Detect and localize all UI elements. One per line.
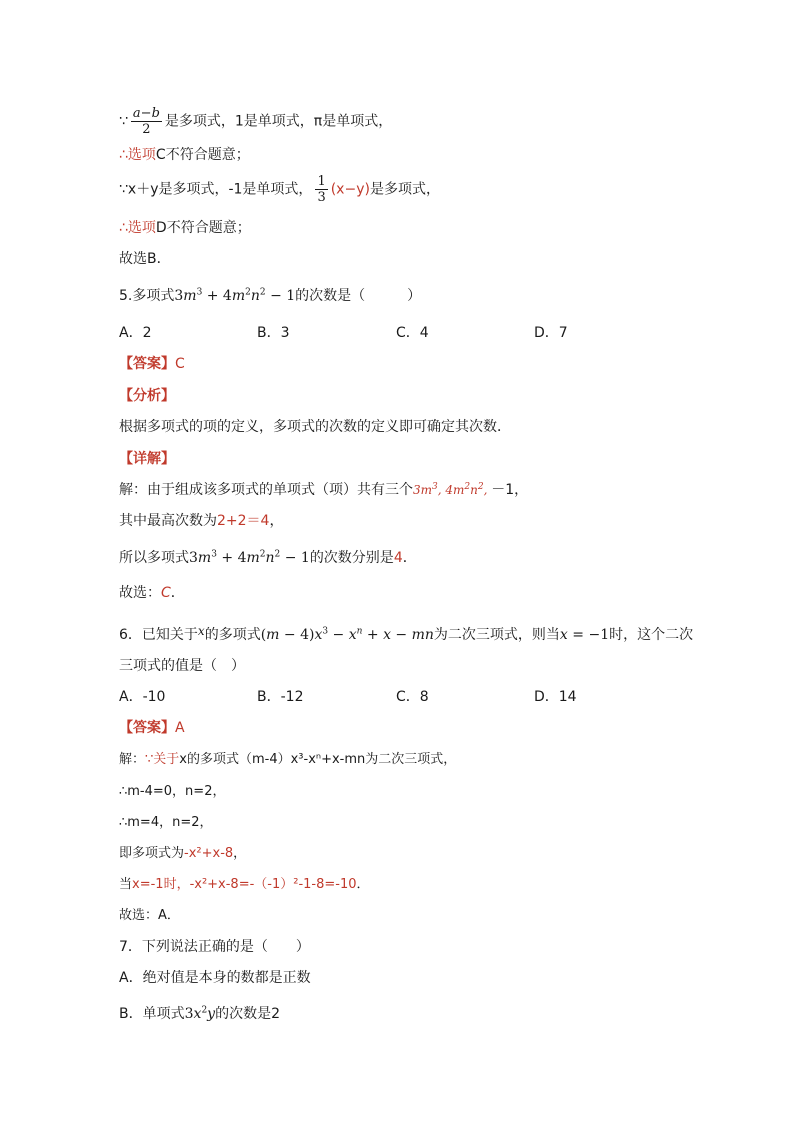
detail-1-text-b: －1， — [491, 482, 529, 498]
q5-analysis — [119, 417, 511, 437]
q6-option-b: B．-12 — [257, 689, 304, 705]
therefore-option: ∴选项 — [119, 220, 156, 236]
q6-sol-5 — [119, 875, 370, 895]
q7-option-b-text-a: B．单项式 — [119, 1006, 185, 1022]
choose-text-a: 故选： — [119, 585, 161, 601]
q7-option-a — [119, 968, 311, 988]
fraction-denominator: 3 — [317, 190, 326, 205]
detail-3-text-a: 所以多项式 — [119, 550, 189, 566]
q7-option-a-text: A．绝对值是本身的数都是正数 — [119, 970, 311, 986]
q6-option-a: A．-10 — [119, 689, 166, 705]
answer-value: A — [175, 720, 185, 736]
therefore-option: ∴选项 — [119, 147, 156, 163]
fraction-a-minus-b-over-2 — [131, 106, 162, 137]
fraction-denominator: 2 — [142, 122, 151, 137]
q6-option-d: D．14 — [534, 689, 577, 705]
q6-stem-d: 时，这个二次 — [609, 627, 694, 643]
detail-2-text-c: ， — [269, 513, 284, 529]
q6-sol-4 — [119, 844, 246, 864]
q6-choose — [119, 906, 180, 926]
line-3-text-a: ∵x＋y是多项式，-1是单项式， — [119, 181, 313, 198]
detail-3-text-b: 的次数分别是 — [309, 550, 394, 566]
detail-2-text-a: 其中最高次数为 — [119, 513, 217, 529]
q6-x-value: x = −1 — [559, 627, 610, 643]
fraction-numerator: a−b — [132, 106, 160, 121]
line-1-text: 是多项式，1是单项式，π是单项式， — [164, 113, 393, 130]
detail-1-text-a: 解：由于组成该多项式的单项式（项）共有三个 — [119, 482, 413, 498]
line-2-text: C不符合题意； — [155, 147, 250, 163]
line-3-text-c: 是多项式， — [369, 181, 440, 198]
q5-analysis-label — [119, 386, 175, 406]
answer-label: 【答案】 — [119, 720, 175, 736]
sol-4-expression: -x²+x-8 — [184, 846, 234, 861]
q5-option-a: A．2 — [119, 325, 152, 341]
q6-sol-1 — [119, 750, 456, 770]
q6-option-c: C．8 — [396, 689, 429, 705]
q5-detail-1 — [119, 480, 528, 500]
line-3 — [119, 174, 440, 205]
sol-1-text-a: 解： — [119, 752, 146, 767]
analysis-label: 【分析】 — [119, 388, 175, 404]
q5-answer — [119, 354, 185, 374]
sol-5-text-a: 当 — [119, 877, 133, 892]
q5-detail-label — [119, 449, 175, 469]
q6-sol-2 — [119, 782, 225, 802]
line-5-text: 故选B． — [119, 251, 171, 267]
line-4-text: D不符合题意； — [155, 220, 251, 236]
detail-3-polynomial: $3m^3 + 4m^2n^2 - 1$ — [189, 549, 310, 566]
sol-1-text-b: ∵关于 — [145, 752, 180, 767]
q6-stem-a: 6．已知关于 — [119, 627, 198, 643]
sol-5-text-c: ． — [356, 877, 370, 892]
detail-label: 【详解】 — [119, 451, 175, 467]
q5-option-c: C．4 — [396, 325, 429, 341]
q5-option-d: D．7 — [534, 325, 568, 341]
q7-stem-text: 7．下列说法正确的是（ ） — [119, 939, 310, 955]
sol-4-text-c: ， — [233, 846, 247, 861]
line-4 — [119, 218, 251, 238]
q7-monomial: $3x^2y$ — [184, 1005, 216, 1022]
sol-3-text: ∴m=4，n=2， — [119, 815, 213, 830]
because-symbol: ∵ — [119, 113, 128, 130]
sol-2-text: ∴m-4=0，n=2， — [119, 784, 226, 799]
fraction-numerator: 1 — [317, 174, 326, 189]
q7-option-b-text-b: 的次数是 — [215, 1006, 272, 1022]
q6-stem2: 三项式的值是（ ） — [119, 658, 245, 674]
choose-value: C — [161, 585, 171, 601]
q5-polynomial: $3m^3 + 4m^2n^2 - 1$ — [174, 287, 296, 304]
q5-stem — [119, 286, 421, 306]
line-1 — [119, 106, 392, 137]
q5-stem-a: 5.多项式 — [119, 288, 175, 304]
line-3-expression: (x−y) — [330, 181, 370, 198]
line-5 — [119, 249, 171, 269]
q5-choose — [119, 583, 185, 603]
q7-option-b-value: 2 — [271, 1006, 281, 1022]
choose-text: 故选：A． — [119, 908, 180, 923]
line-2 — [119, 145, 250, 165]
sol-1-text-c: x的多项式（m-4）x³-xⁿ+x-mn为二次三项式， — [179, 752, 457, 767]
analysis-text: 根据多项式的项的定义，多项式的次数的定义即可确定其次数． — [119, 419, 511, 435]
q7-stem — [119, 937, 310, 957]
detail-3-value: 4 — [393, 550, 403, 566]
q6-stem: 6．已知关于x的多项式$(m - 4)x^3 - x^n + x$ − mn为二次三项式，则当x = −1时，这个二次 — [119, 624, 694, 643]
choose-text-c: ． — [170, 585, 185, 601]
q5-option-b: B．3 — [257, 325, 290, 341]
answer-value: C — [175, 356, 185, 372]
q6-stem-b: 的多项式 — [204, 627, 261, 643]
q6-answer — [119, 718, 185, 738]
q5-stem-b: 的次数是（ ） — [295, 288, 422, 304]
q5-detail-2 — [119, 511, 283, 531]
q6-sol-3 — [119, 813, 213, 833]
detail-3-text-d: ． — [402, 550, 417, 566]
sol-5-expression: x=-1时，-x²+x-8=-（-1）²-1-8=-10 — [132, 877, 357, 892]
detail-1-terms: $3m^3$, $4m^2n^2$, — [413, 482, 492, 497]
q6-stem-c: 为二次三项式，则当 — [433, 627, 560, 643]
q6-polynomial: $(m - 4)x^3 - x^n + x$ − mn — [260, 626, 434, 643]
answer-label: 【答案】 — [119, 356, 175, 372]
q5-detail-3 — [119, 548, 417, 568]
fraction-one-third — [315, 174, 327, 205]
sol-4-text-a: 即多项式为 — [119, 846, 185, 861]
q6-stem-2 — [119, 656, 245, 676]
q7-option-b — [119, 1004, 280, 1024]
detail-2-value: 2+2＝4 — [217, 513, 270, 529]
